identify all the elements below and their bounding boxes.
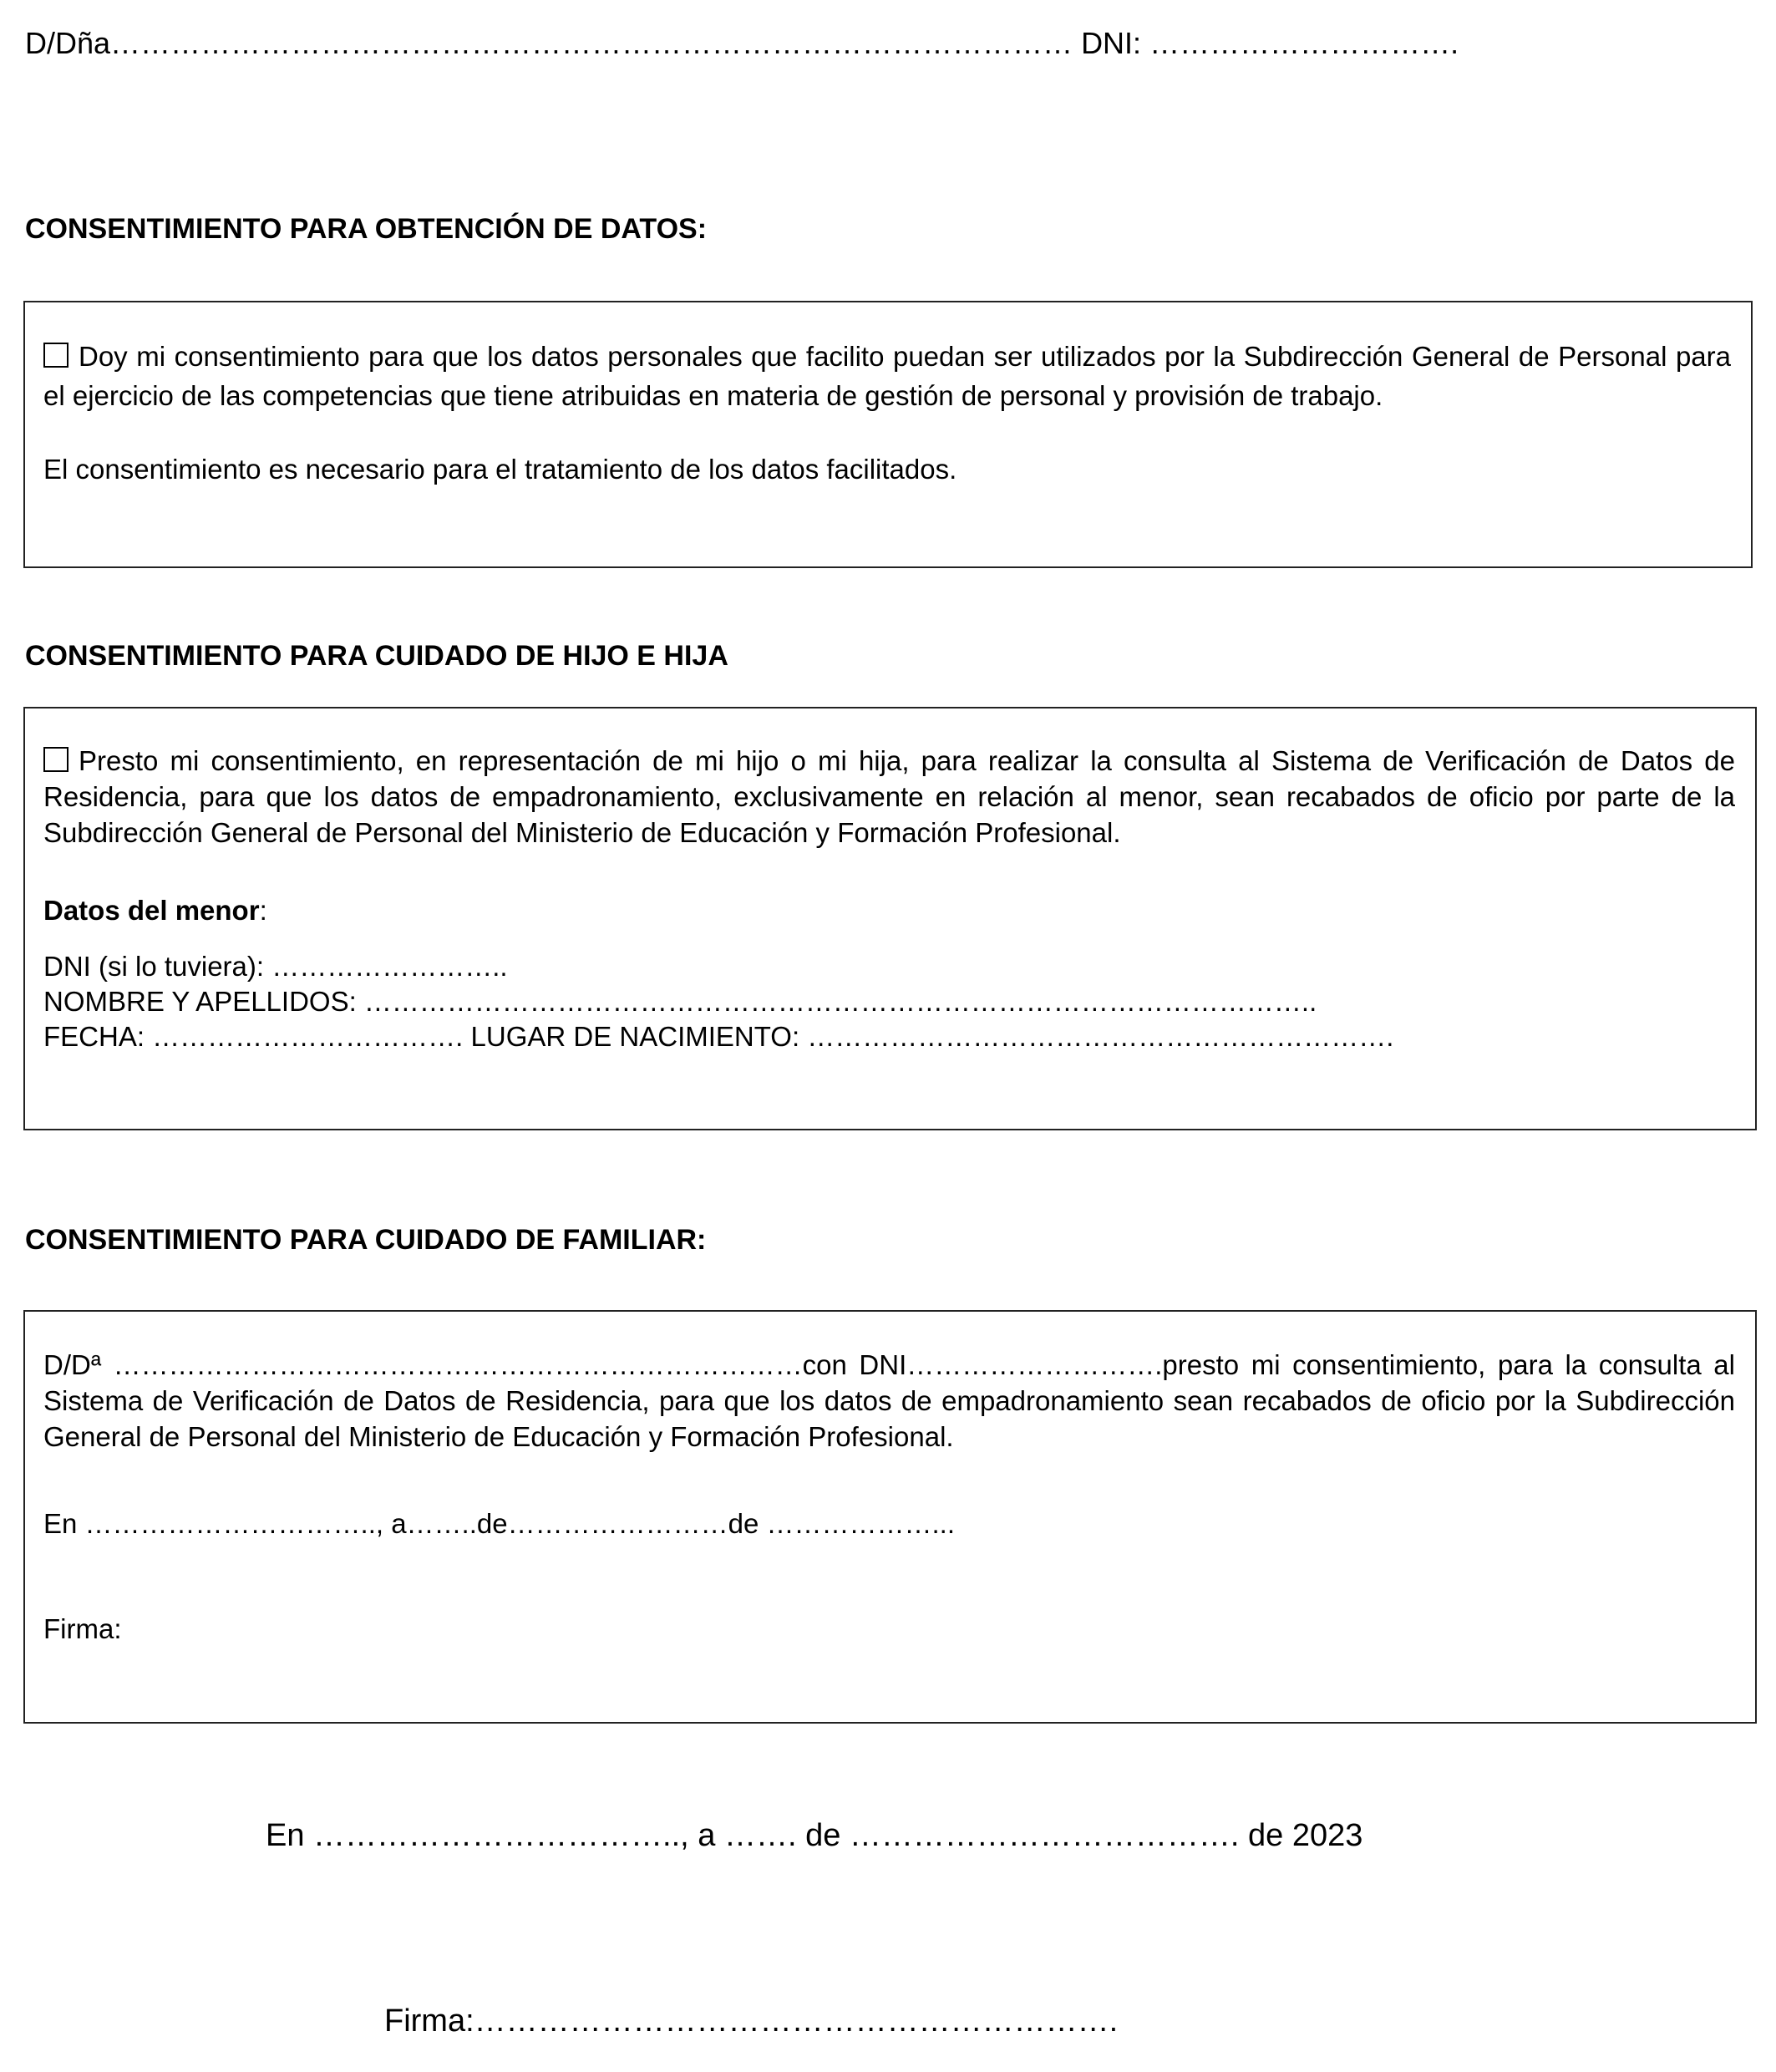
section-data-consent-text (43, 337, 1731, 415)
applicant-line (25, 25, 1459, 62)
section-child-care-text (43, 743, 1735, 851)
minor-data-label: Datos del menor (43, 895, 260, 926)
data-consent-statement: Doy mi consentimiento para que los datos personales que facilito puedan ser utilizados por la Subdirección General de Personal para el ejercicio de las competencias que tiene atribuidas en materia de gestión de personal y provisión de trabajo. (43, 341, 1731, 411)
child-care-checkbox[interactable] (43, 747, 69, 772)
family-care-statement: D/Dª …………………………………………………………………con DNI……………………….presto mi consentimiento, para la consulta al Sistema de Verificación de Datos de Residencia, para que los datos de empadronamiento sean recabados de oficio por la Subdirección General de Personal del Ministerio de Educación y Formación Profesional. (43, 1349, 1735, 1452)
minor-data-colon: : (259, 895, 267, 926)
data-consent-note: El consentimiento es necesario para el tratamiento de los datos facilitados. (43, 454, 957, 485)
footer-signature-field[interactable]: Firma:……………………………………………………. (384, 2003, 1119, 2039)
data-consent-checkbox[interactable] (43, 343, 69, 368)
footer-place-date-field[interactable]: En …………………………….., a ……. de ………………………………. de 2023 (266, 1818, 1363, 1853)
family-care-place-date-field[interactable]: En ………………………….., a……..de……………………de ………………... (43, 1508, 955, 1539)
minor-name-field[interactable]: NOMBRE Y APELLIDOS: ………………………………………………………………………………………….. (43, 986, 1317, 1017)
family-care-signature-label: Firma: (43, 1613, 122, 1644)
minor-dni-field[interactable]: DNI (si lo tuviera): …………………….. (43, 951, 508, 982)
minor-birth-date-place-field[interactable]: FECHA: ……………………………. LUGAR DE NACIMIENTO: ………………………………………………………. (43, 1021, 1394, 1052)
section-child-care-title: CONSENTIMIENTO PARA CUIDADO DE HIJO E HIJA (25, 640, 728, 672)
child-care-statement: Presto mi consentimiento, en representación de mi hijo o mi hija, para realizar la consulta al Sistema de Verificación de Datos de Residencia, para que los datos de empadronamiento, exclusivamente en relación al menor, sean recabados de oficio por parte de la Subdirección General de Personal del Ministerio de Educación y Formación Profesional. (43, 745, 1735, 848)
applicant-name-label: D/Dña (25, 26, 111, 60)
section-family-care-title: CONSENTIMIENTO PARA CUIDADO DE FAMILIAR: (25, 1224, 707, 1256)
applicant-dni-label: DNI: (1081, 26, 1150, 60)
applicant-name-field[interactable]: …………………………………………………………………………………… (110, 26, 1082, 60)
section-data-consent-title: CONSENTIMIENTO PARA OBTENCIÓN DE DATOS: (25, 213, 708, 245)
minor-data-heading (43, 892, 267, 928)
applicant-dni-field[interactable]: …………………………. (1149, 26, 1459, 60)
